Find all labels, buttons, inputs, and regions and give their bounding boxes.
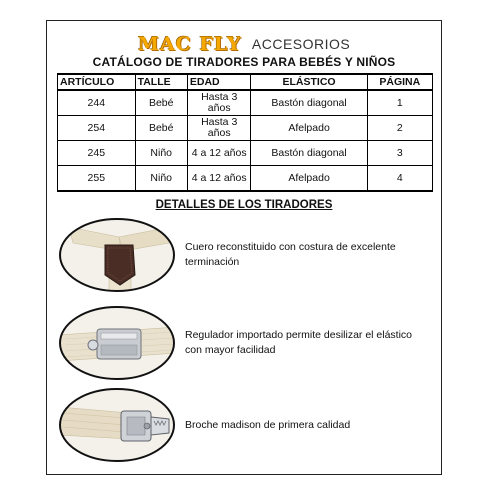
cell-elastico: Afelpado bbox=[251, 166, 367, 192]
brand-subtitle: ACCESORIOS bbox=[251, 36, 351, 52]
detail-text: Broche madison de primera calidad bbox=[185, 418, 351, 431]
cell-pagina: 2 bbox=[367, 116, 432, 141]
cell-talle: Bebé bbox=[135, 116, 187, 141]
metal-adjuster-icon bbox=[59, 305, 177, 381]
cell-articulo: 255 bbox=[58, 166, 136, 192]
cell-talle: Niño bbox=[135, 141, 187, 166]
detail-text: Regulador importado permite desilizar el elástico con mayor facilidad bbox=[185, 329, 413, 356]
cell-pagina: 1 bbox=[367, 90, 432, 116]
cell-edad: 4 a 12 años bbox=[187, 166, 251, 192]
table-row bbox=[58, 166, 433, 192]
catalog-page bbox=[46, 20, 442, 475]
table-row bbox=[58, 90, 433, 116]
catalog-title: CATÁLOGO DE TIRADORES PARA BEBÉS Y NIÑOS bbox=[92, 55, 396, 69]
cell-edad: 4 a 12 años bbox=[187, 141, 251, 166]
cell-pagina: 4 bbox=[367, 166, 432, 192]
header-articulo: ARTÍCULO bbox=[58, 74, 136, 90]
brand-header bbox=[47, 34, 441, 54]
detail-item bbox=[59, 387, 431, 463]
cell-articulo: 254 bbox=[58, 116, 136, 141]
table-row bbox=[58, 116, 433, 141]
detail-item bbox=[59, 217, 431, 293]
cell-articulo: 244 bbox=[58, 90, 136, 116]
cell-elastico: Bastón diagonal bbox=[251, 141, 367, 166]
cell-talle: Niño bbox=[135, 166, 187, 192]
madison-clip-icon bbox=[59, 387, 177, 463]
details-title: DETALLES DE LOS TIRADORES bbox=[155, 199, 333, 211]
detail-item bbox=[59, 305, 431, 381]
cell-articulo: 245 bbox=[58, 141, 136, 166]
header-edad: EDAD bbox=[187, 74, 251, 90]
leather-tab-icon bbox=[59, 217, 177, 293]
brand-logo: MAC FLY bbox=[137, 33, 242, 55]
cell-talle: Bebé bbox=[135, 90, 187, 116]
cell-elastico: Bastón diagonal bbox=[251, 90, 367, 116]
cell-edad: Hasta 3 años bbox=[187, 116, 251, 141]
catalog-table bbox=[57, 73, 433, 192]
cell-pagina: 3 bbox=[367, 141, 432, 166]
cell-edad: Hasta 3 años bbox=[187, 90, 251, 116]
header-pagina: PÁGINA bbox=[367, 74, 432, 90]
detail-text: Cuero reconstituido con costura de excelente terminación bbox=[185, 241, 396, 268]
header-elastico: ELÁSTICO bbox=[251, 74, 367, 90]
cell-elastico: Afelpado bbox=[251, 116, 367, 141]
header-talle: TALLE bbox=[135, 74, 187, 90]
table-row bbox=[58, 141, 433, 166]
table-header-row bbox=[58, 74, 433, 90]
